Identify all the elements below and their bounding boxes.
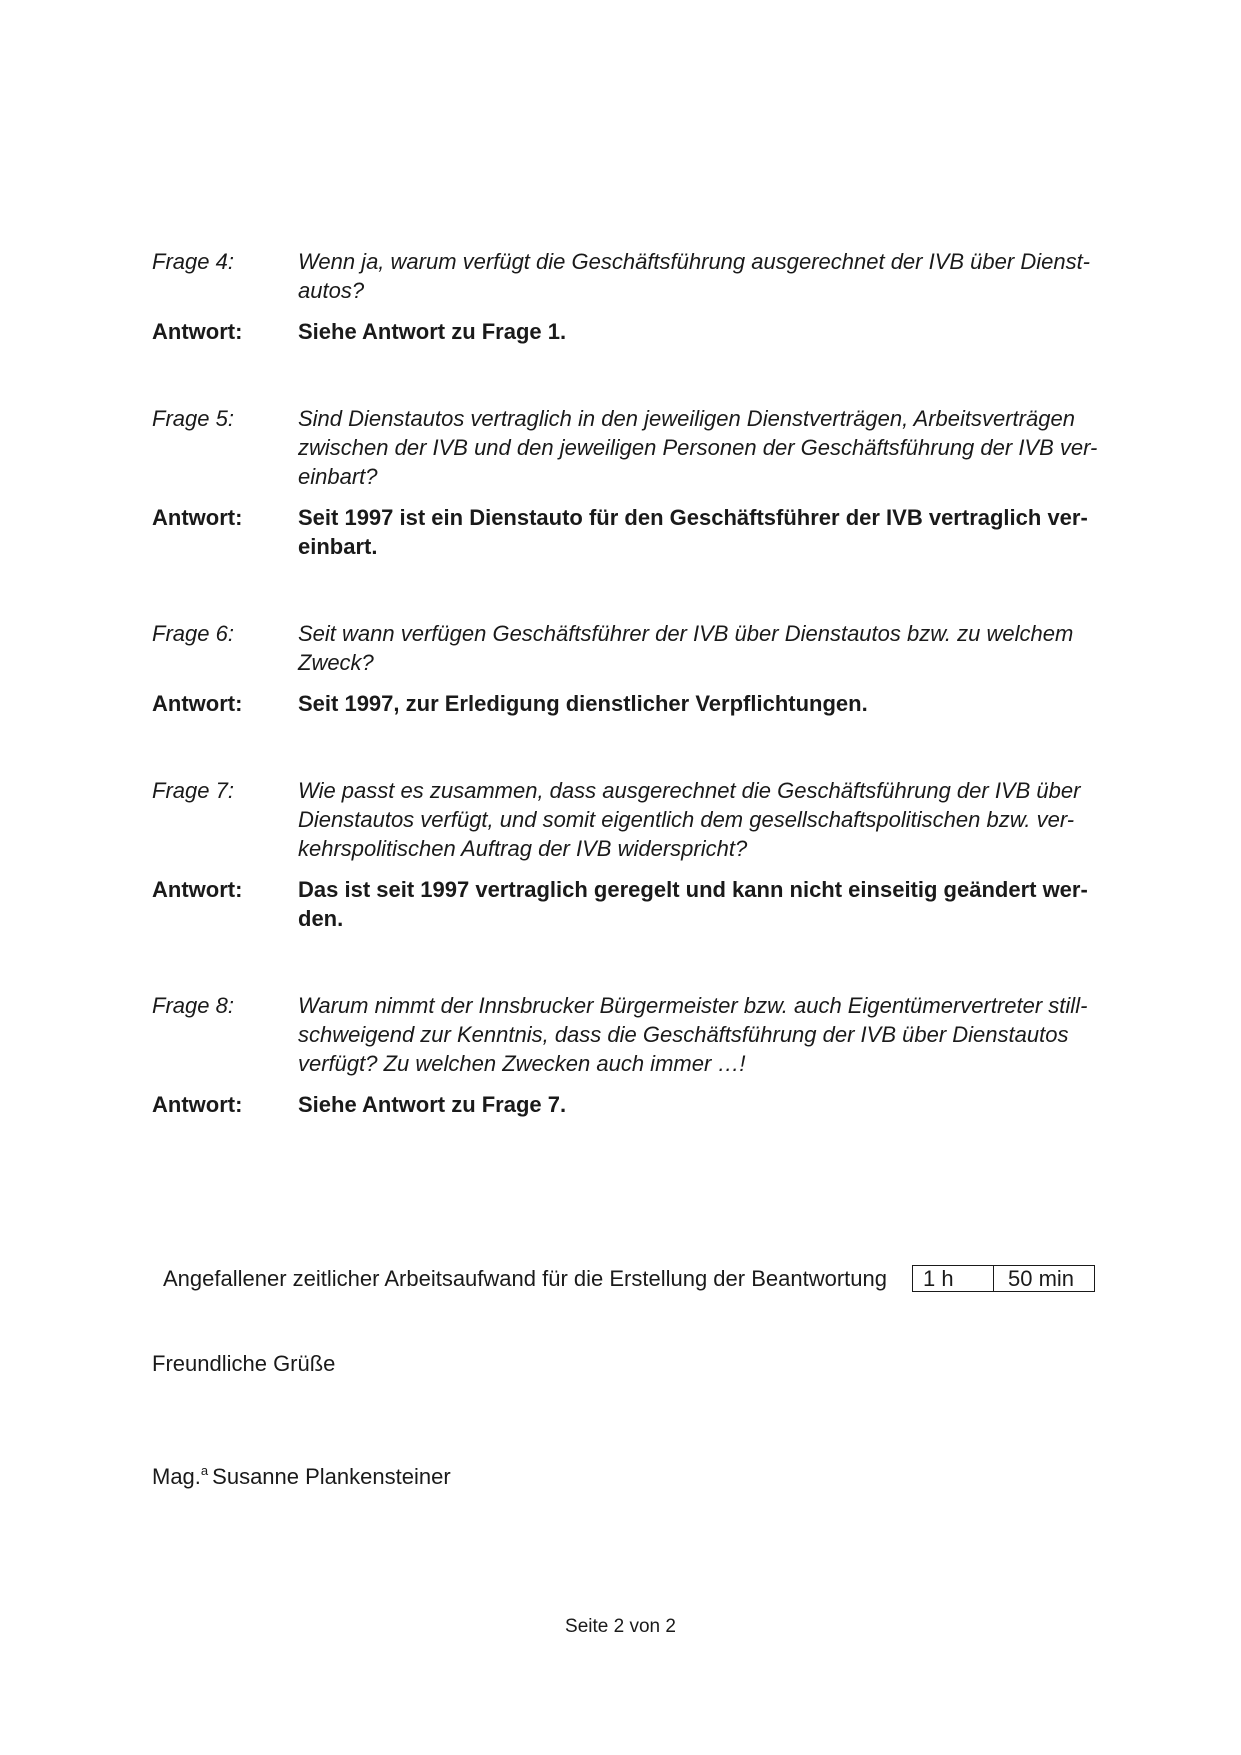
work-effort-table bbox=[912, 1265, 1095, 1292]
answer-text: Siehe Antwort zu Frage 1. bbox=[298, 319, 567, 344]
question-row bbox=[152, 776, 1132, 863]
question-label: Frage 5: bbox=[152, 406, 234, 431]
work-effort-hours: 1 h bbox=[913, 1266, 994, 1291]
question-label: Frage 4: bbox=[152, 249, 234, 274]
answer-row bbox=[152, 317, 1132, 346]
answer-row bbox=[152, 1090, 1132, 1119]
answer-text: Das ist seit 1997 vertraglich geregelt und kann nicht einseitig geändert wer- den. bbox=[298, 877, 1088, 931]
answer-row bbox=[152, 875, 1132, 933]
qa-list bbox=[152, 247, 1132, 1177]
answer-label: Antwort: bbox=[152, 877, 243, 902]
qa-block-frage-8 bbox=[152, 991, 1132, 1119]
answer-row bbox=[152, 689, 1132, 718]
qa-block-frage-7 bbox=[152, 776, 1132, 933]
question-label: Frage 8: bbox=[152, 993, 234, 1018]
question-text: Wenn ja, warum verfügt die Geschäftsführung ausgerechnet der IVB über Dienst- autos? bbox=[298, 249, 1091, 303]
qa-block-frage-6 bbox=[152, 619, 1132, 718]
signature-title-superscript: a bbox=[200, 1463, 209, 1478]
question-row bbox=[152, 991, 1132, 1078]
work-effort-label: Angefallener zeitlicher Arbeitsaufwand für die Erstellung der Beantwortung bbox=[163, 1265, 887, 1291]
answer-label: Antwort: bbox=[152, 691, 243, 716]
signature-name-line bbox=[152, 1463, 451, 1490]
page-footer: Seite 2 von 2 bbox=[565, 1616, 676, 1637]
question-text: Wie passt es zusammen, dass ausgerechnet die Geschäftsführung der IVB über Dienstautos verfügt, und somit eigentlich dem gesellschaftspolitischen bzw. ver- kehrspolitischen Auftrag der IVB widerspricht? bbox=[298, 778, 1081, 861]
question-text: Seit wann verfügen Geschäftsführer der IVB über Dienstautos bzw. zu welchem Zweck? bbox=[298, 621, 1074, 675]
question-row bbox=[152, 247, 1132, 305]
question-text: Sind Dienstautos vertraglich in den jeweiligen Dienstverträgen, Arbeitsverträgen zwischen der IVB und den jeweiligen Personen der Geschäftsführung der IVB ver- einbart? bbox=[298, 406, 1098, 489]
answer-text: Siehe Antwort zu Frage 7. bbox=[298, 1092, 567, 1117]
closing-greeting: Freundliche Grüße bbox=[152, 1351, 336, 1376]
question-label: Frage 6: bbox=[152, 621, 234, 646]
work-effort-minutes: 50 min bbox=[1007, 1266, 1075, 1291]
question-text: Warum nimmt der Innsbrucker Bürgermeister bzw. auch Eigentümervertreter still- schweigend zur Kenntnis, dass die Geschäftsführung der IVB über Dienstautos verfügt? Zu welchen Zwecken auch immer …! bbox=[298, 993, 1088, 1076]
answer-label: Antwort: bbox=[152, 319, 243, 344]
work-effort-line bbox=[163, 1265, 1095, 1292]
answer-row bbox=[152, 503, 1132, 561]
qa-block-frage-4 bbox=[152, 247, 1132, 346]
question-row bbox=[152, 619, 1132, 677]
answer-text: Seit 1997, zur Erledigung dienstlicher Verpflichtungen. bbox=[298, 691, 868, 716]
question-row bbox=[152, 404, 1132, 491]
question-label: Frage 7: bbox=[152, 778, 234, 803]
qa-block-frage-5 bbox=[152, 404, 1132, 561]
answer-text: Seit 1997 ist ein Dienstauto für den Geschäftsführer der IVB vertraglich ver- einbart. bbox=[298, 505, 1088, 559]
signature-title: Mag. bbox=[152, 1464, 201, 1489]
answer-label: Antwort: bbox=[152, 1092, 243, 1117]
answer-label: Antwort: bbox=[152, 505, 243, 530]
signature-name: Susanne Plankensteiner bbox=[212, 1464, 451, 1489]
